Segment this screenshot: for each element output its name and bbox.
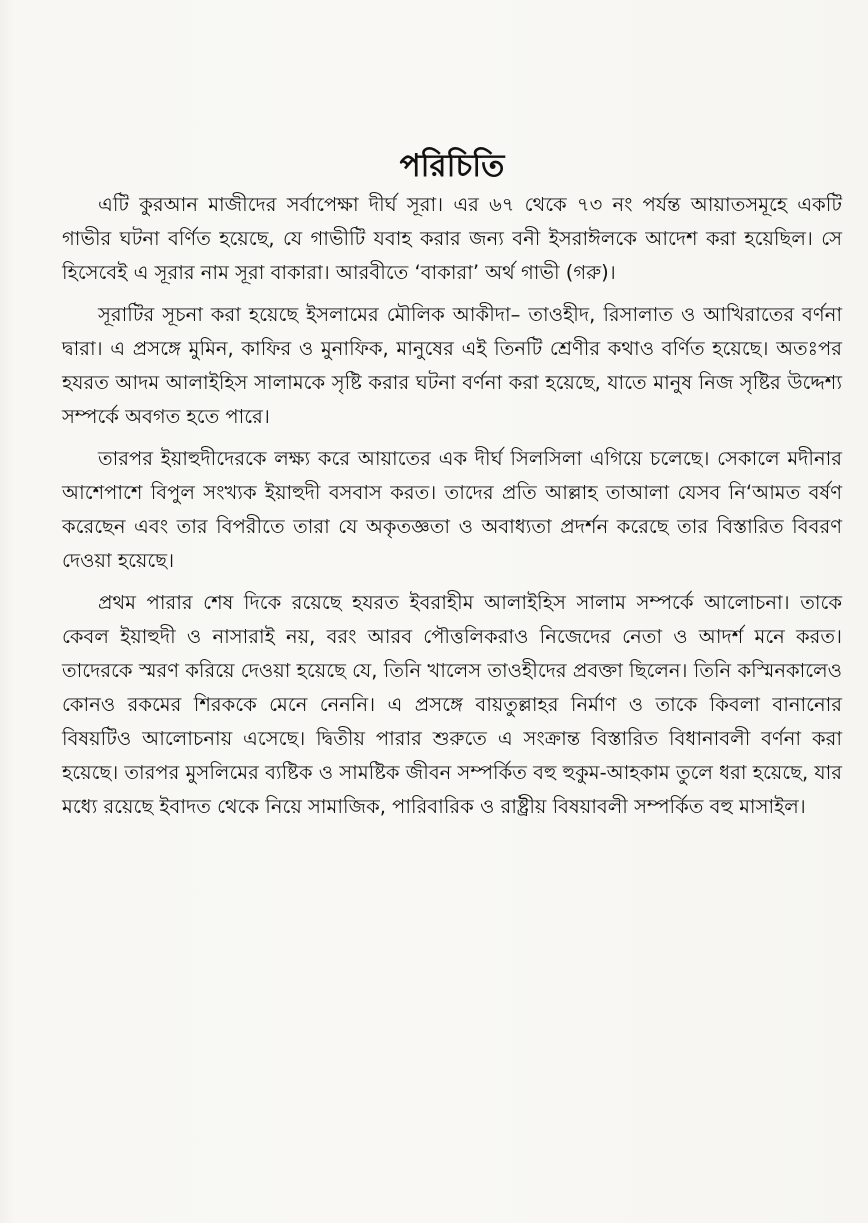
document-body [62, 146, 842, 832]
paragraph-2: সূরাটির সূচনা করা হয়েছে ইসলামের মৌলিক আকীদা– তাওহীদ, রিসালাত ও আখিরাতের বর্ণনা দ্বারা। এ প্রসঙ্গে মুমিন, কাফির ও মুনাফিক, মানুষের এই তিনটি শ্রেণীর কথাও বর্ণিত হয়েছে। অতঃপর হযরত আদম আলাইহিস সালামকে সৃষ্টি করার ঘটনা বর্ণনা করা হয়েছে, যাতে মানুষ নিজ সৃষ্টির উদ্দেশ্য সম্পর্কে অবগত হতে পারে। [62, 303, 842, 428]
page-title: পরিচিতি [399, 148, 505, 184]
paragraph-3: তারপর ইয়াহুদীদেরকে লক্ষ্য করে আয়াতের এক দীর্ঘ সিলসিলা এগিয়ে চলেছে। সেকালে মদীনার আশেপাশে বিপুল সংখ্যক ইয়াহুদী বসবাস করত। তাদের প্রতি আল্লাহ তাআলা যেসব নি‘আমত বর্ষণ করেছেন এবং তার বিপরীতে তারা যে অকৃতজ্ঞতা ও অবাধ্যতা প্রদর্শন করেছে তার বিস্তারিত বিবরণ দেওয়া হয়েছে। [62, 447, 842, 572]
paragraph-1: এটি কুরআন মাজীদের সর্বাপেক্ষা দীর্ঘ সূরা। এর ৬৭ থেকে ৭৩ নং পর্যন্ত আয়াতসমূহে একটি গাভীর ঘটনা বর্ণিত হয়েছে, যে গাভীটি যবাহ করার জন্য বনী ইসরাঈলকে আদেশ করা হয়েছিল। সে হিসেবেই এ সূরার নাম সূরা বাকারা। আরবীতে ‘বাকারা’ অর্থ গাভী (গরু)। [62, 193, 842, 284]
paragraph-4: প্রথম পারার শেষ দিকে রয়েছে হযরত ইবরাহীম আলাইহিস সালাম সম্পর্কে আলোচনা। তাকে কেবল ইয়াহুদী ও নাসারাই নয়, বরং আরব পৌত্তলিকরাও নিজেদের নেতা ও আদর্শ মনে করত। তাদেরকে স্মরণ করিয়ে দেওয়া হয়েছে যে, তিনি খালেস তাওহীদের প্রবক্তা ছিলেন। তিনি কস্মিনকালেও কোনও রকমের শিরককে মেনে নেননি। এ প্রসঙ্গে বায়তুল্লাহর নির্মাণ ও তাকে কিবলা বানানোর বিষয়টিও আলোচনায় এসেছে। দ্বিতীয় পারার শুরুতে এ সংক্রান্ত বিস্তারিত বিধানাবলী বর্ণনা করা হয়েছে। তারপর মুসলিমের ব্যষ্টিক ও সামষ্টিক জীবন সম্পর্কিত বহু হুকুম-আহকাম তুলে ধরা হয়েছে, যার মধ্যে রয়েছে ইবাদত থেকে নিয়ে সামাজিক, পারিবারিক ও রাষ্ট্রীয় বিষয়াবলী সম্পর্কিত বহু মাসাইল। [62, 591, 842, 818]
